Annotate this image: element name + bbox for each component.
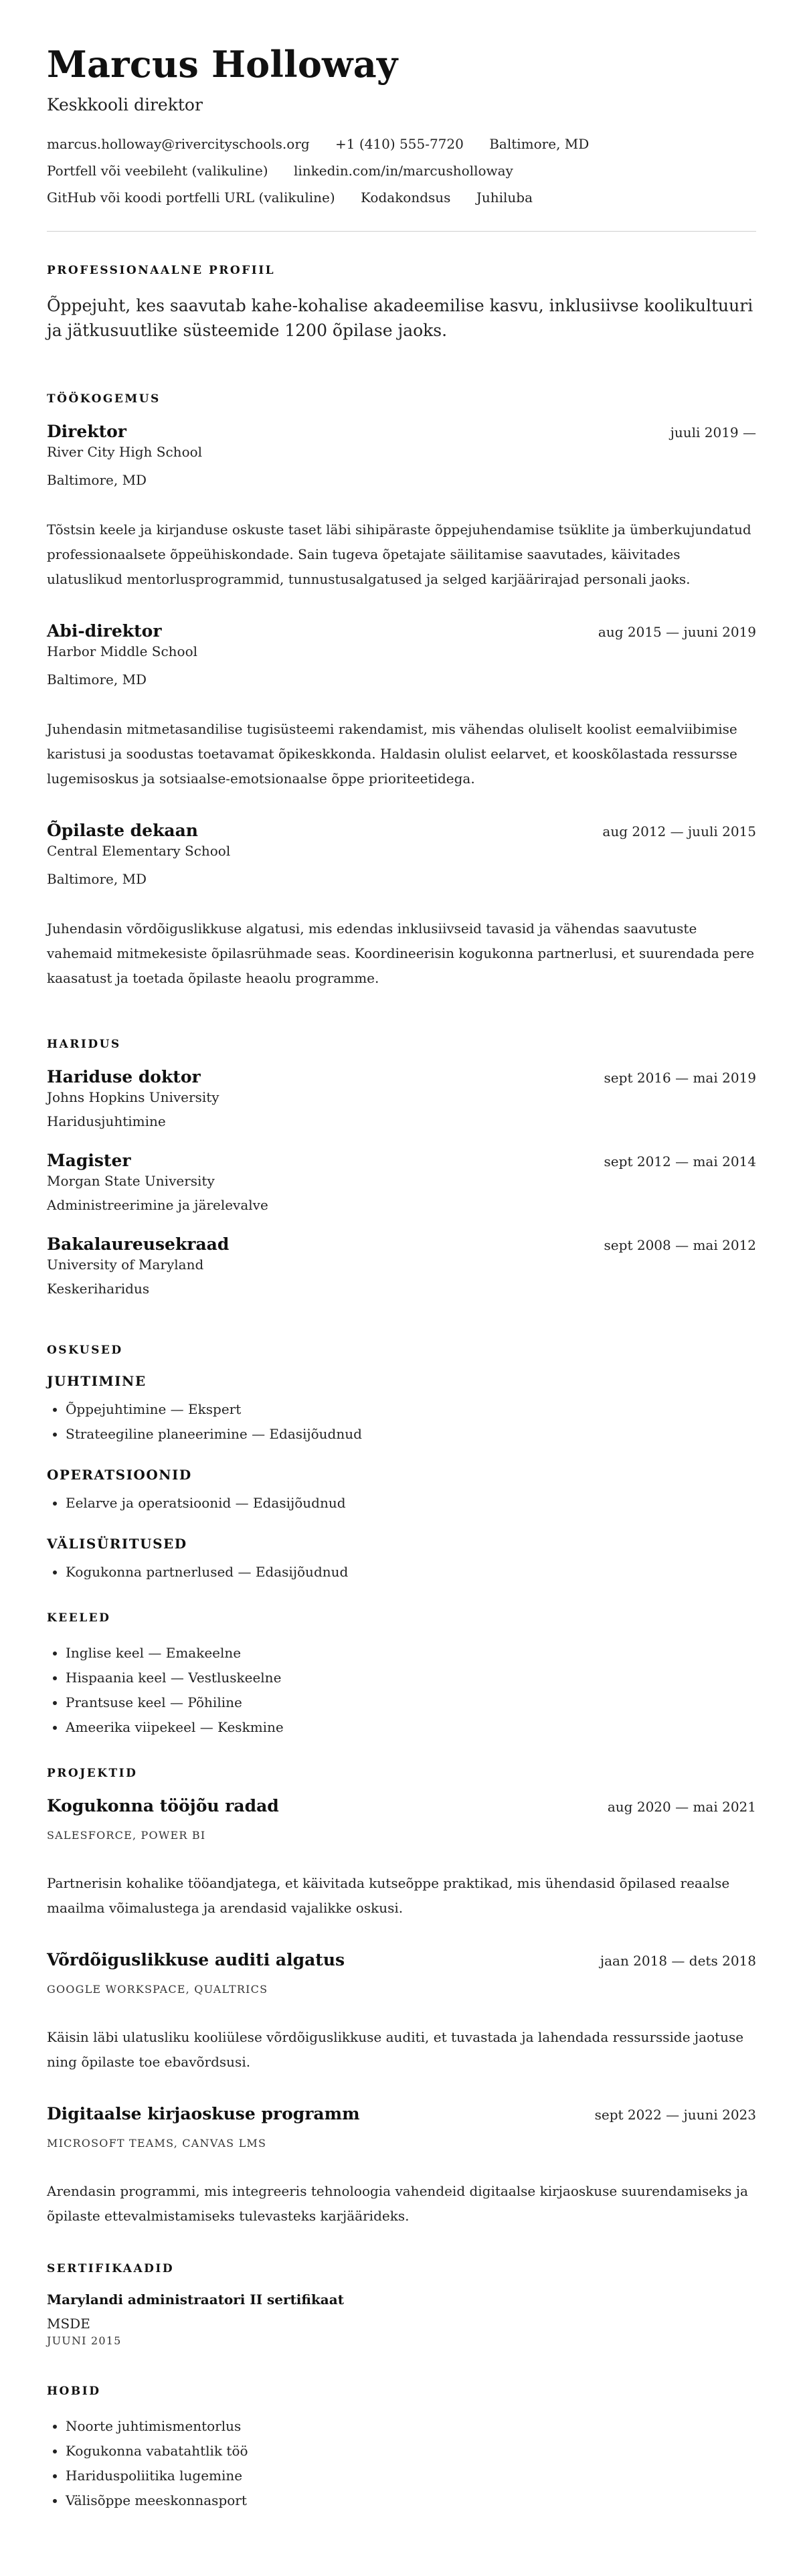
citizenship-placeholder: Kodakondsus [361,189,451,206]
project-date: sept 2022 — juuni 2023 [594,2107,756,2123]
certificates-section [47,2262,756,2347]
language-item: • Prantsuse keel — Põhiline [66,1690,756,1715]
education-entry [47,1151,756,1213]
experience-entry [47,821,756,991]
skill-item: • Strateegiline planeerimine — Edasijõudnud [66,1422,756,1447]
hobby-list [47,2414,756,2513]
experience-description: Juhendasin võrdõiguslikkuse algatusi, mis edendas inklusiivseid tavasid ja vähendas saavutuste vahemaid mitmekesiste õpilasrühmade seas. Koordineerisin kogukonna partnerlusi, et suurendada pere kaasatust ja toetada õpilaste heaolu programme. [47,920,755,986]
project-description: Arendasin programmi, mis integreeris tehnoloogia vahendeid digitaalse kirjaoskuse suurendamiseks ja õpilaste ettevalmistamiseks tulevasteks karjäärideks. [47,2183,748,2224]
project-title: Kogukonna tööjõu radad [47,1796,279,1816]
experience-org: Central Elementary School [47,843,231,859]
certificate-entry [47,2291,756,2347]
education-entry [47,1234,756,1297]
skill-group-title: JUHTIMINE [47,1373,147,1389]
skill-group-title: OPERATSIOONID [47,1467,192,1483]
education-field: Administreerimine ja järelevalve [47,1197,268,1213]
experience-title: Abi-direktor [47,621,162,641]
job-title: Keskkooli direktor [47,95,203,114]
contact-row-2 [47,164,756,177]
experience-description: Juhendasin mitmetasandilise tugisüsteemi rakendamist, mis vähendas oluliselt koolist eemalviibimise karistusi ja soodustas toetavamat õpikeskkonda. Haldasin olulist eelarvet, et kooskõlastada ressursse lugemisoskus ja sotsiaalse-emotsionaalse õppe prioriteetidega. [47,721,737,787]
education-degree: Hariduse doktor [47,1067,201,1086]
github-placeholder: GitHub või koodi portfelli URL (valikuline) [47,189,335,206]
project-tags: GOOGLE WORKSPACE, QUALTRICS [47,1983,268,1996]
email-link[interactable]: marcus.holloway@rivercityschools.org [47,136,310,152]
phone-number: +1 (410) 555-7720 [335,136,464,152]
experience-location: Baltimore, MD [47,871,147,887]
skills-heading: OSKUSED [47,1344,123,1357]
certificates-heading: SERTIFIKAADID [47,2262,175,2275]
header-divider [47,231,756,232]
education-degree: Magister [47,1151,131,1170]
experience-date: juuli 2019 — [670,424,756,440]
education-date: sept 2008 — mai 2012 [604,1237,756,1253]
profile-heading: PROFESSIONAALNE PROFIIL [47,264,276,277]
education-school: Johns Hopkins University [47,1089,219,1105]
project-tags: MICROSOFT TEAMS, CANVAS LMS [47,2137,267,2150]
experience-title: Õpilaste dekaan [47,821,198,840]
project-title: Võrdõiguslikkuse auditi algatus [47,1950,345,1969]
skill-list [47,1560,756,1585]
experience-location: Baltimore, MD [47,671,147,688]
skill-item: • Õppejuhtimine — Ekspert [66,1397,756,1422]
project-entry [47,1796,756,1921]
certificate-issuer: MSDE [47,2316,90,2332]
experience-date: aug 2012 — juuli 2015 [602,823,756,839]
hobbies-heading: HOBID [47,2385,101,2398]
contact-row-1 [47,137,756,151]
linkedin-link[interactable]: linkedin.com/in/marcusholloway [293,163,513,179]
experience-heading: TÖÖKOGEMUS [47,392,161,406]
certificate-date: JUUNI 2015 [47,2334,122,2347]
education-school: University of Maryland [47,1257,204,1273]
skill-list [47,1491,756,1516]
experience-date: aug 2015 — juuni 2019 [598,624,756,640]
skills-section [47,1344,756,1585]
education-entry [47,1067,756,1129]
hobby-item: • Kogukonna vabatahtlik töö [66,2439,756,2464]
certificate-title: Marylandi administraatori II sertifikaat [47,2291,344,2308]
experience-description: Tõstsin keele ja kirjanduse oskuste taset läbi sihipäraste õppejuhendamise tsüklite ja ümberkujundatud professionaalsete õppeühiskondade. Sain tugeva õpetajate säilitamise saavutades, käivitades ulatuslikud mentorlusprogrammid, tunnustusalgatused ja selged karjäärirajad personali jaoks. [47,521,751,587]
project-title: Digitaalse kirjaoskuse programm [47,2104,360,2123]
candidate-name: Marcus Holloway [47,43,398,86]
experience-title: Direktor [47,422,126,441]
education-date: sept 2012 — mai 2014 [604,1153,756,1170]
education-field: Keskeriharidus [47,1281,150,1297]
profile-section [47,264,756,343]
education-field: Haridusjuhtimine [47,1113,166,1129]
education-school: Morgan State University [47,1173,215,1189]
education-section [47,1038,756,1297]
experience-section [47,392,756,991]
languages-heading: KEELED [47,1611,111,1625]
languages-section [47,1611,756,1740]
language-item: • Hispaania keel — Vestluskeelne [66,1666,756,1690]
project-entry [47,1950,756,2075]
project-description: Käisin läbi ulatusliku kooliülese võrdõiguslikkuse auditi, et tuvastada ja lahendada ressursside jaotuse ning õpilaste toe ebavõrdsusi. [47,2029,744,2070]
experience-org: River City High School [47,444,203,460]
skill-item: • Eelarve ja operatsioonid — Edasijõudnud [66,1491,756,1516]
hobbies-section [47,2385,756,2513]
resume-header [47,43,756,204]
language-item: • Inglise keel — Emakeelne [66,1641,756,1666]
experience-entry [47,422,756,592]
language-list [47,1641,756,1740]
project-date: aug 2020 — mai 2021 [607,1799,756,1815]
skill-list [47,1397,756,1447]
skill-item: • Kogukonna partnerlused — Edasijõudnud [66,1560,756,1585]
education-heading: HARIDUS [47,1038,121,1051]
hobby-item: • Hariduspoliitika lugemine [66,2464,756,2488]
project-date: jaan 2018 — dets 2018 [600,1953,756,1969]
language-item: • Ameerika viipekeel — Keskmine [66,1715,756,1740]
contact-row-3 [47,191,756,204]
skill-group-title: VÄLISÜRITUSED [47,1536,187,1552]
drivers-license-placeholder: Juhiluba [476,189,533,206]
profile-text: Õppejuht, kes saavutab kahe-kohalise akadeemilise kasvu, inklusiivse koolikultuuri ja jätkusuutlike süsteemide 1200 õpilase jaoks. [47,296,753,340]
education-date: sept 2016 — mai 2019 [604,1070,756,1086]
portfolio-placeholder: Portfell või veebileht (valikuline) [47,163,268,179]
experience-org: Harbor Middle School [47,643,198,659]
projects-section [47,1767,756,2229]
project-tags: SALESFORCE, POWER BI [47,1829,206,1842]
hobby-item: • Välisõppe meeskonnasport [66,2488,756,2513]
projects-heading: PROJEKTID [47,1767,138,1780]
project-entry [47,2104,756,2229]
project-description: Partnerisin kohalike tööandjatega, et käivitada kutseõppe praktikad, mis ühendasid õpilased reaalse maailma võimalustega ja arendasid vajalikke oskusi. [47,1875,730,1916]
experience-entry [47,621,756,791]
education-degree: Bakalaureusekraad [47,1234,230,1254]
hobby-item: • Noorte juhtimismentorlus [66,2414,756,2439]
experience-location: Baltimore, MD [47,472,147,488]
location: Baltimore, MD [489,136,590,152]
